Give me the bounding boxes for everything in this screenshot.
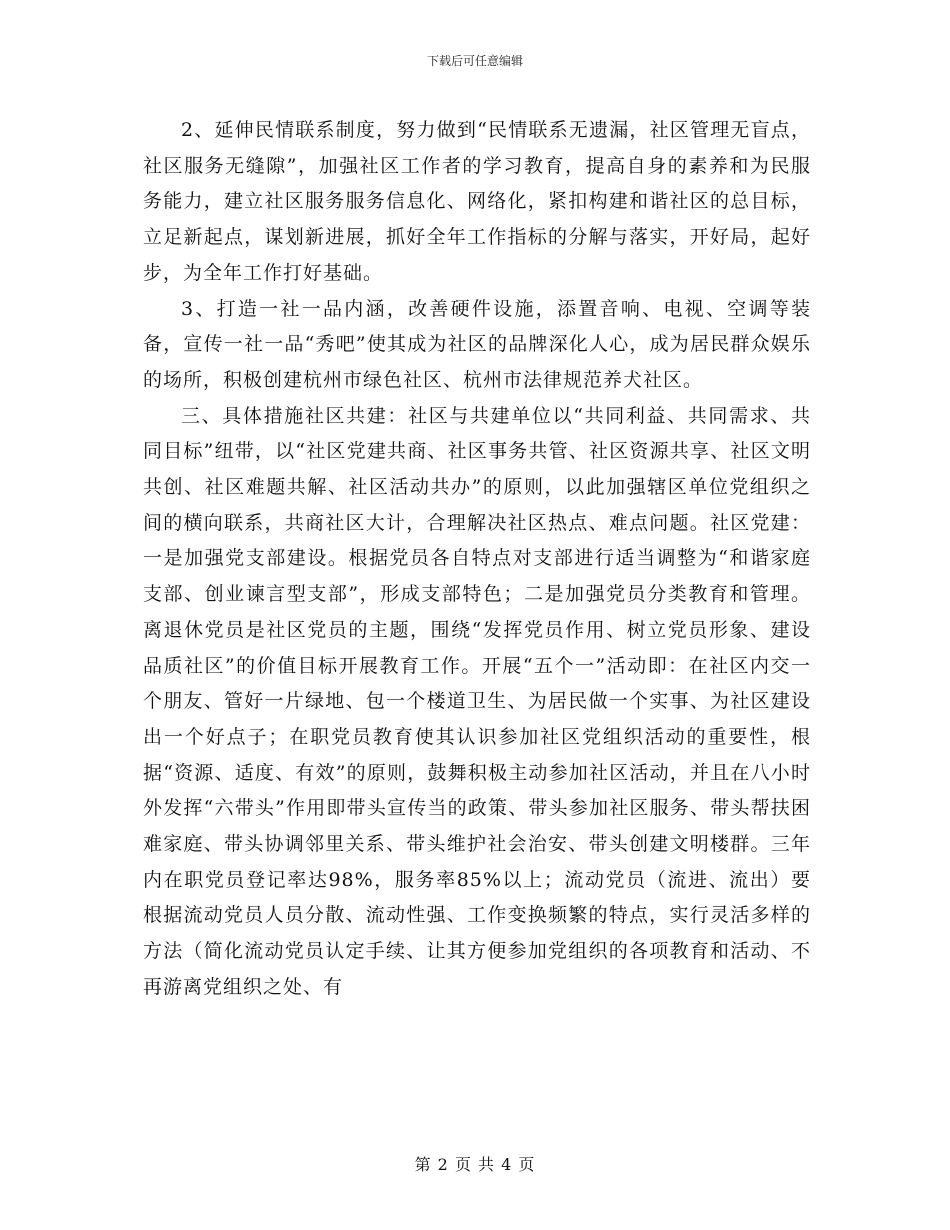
paragraph-3: 三、具体措施社区共建：社区与共建单位以“共同利益、共同需求、共同目标”纽带，以“社区党建共商、社区事务共管、社区资源共享、社区文明共创、社区难题共解、社区活动共办”的原则，以此加强辖区单位党组织之间的横向联系，共商社区大计，合理解决社区热点、难点问题。社区党建：一是加强党支部建设。根据党员各自特点对支部进行适当调整为“和谐家庭支部、创业谏言型支部”，形成支部特色；二是加强党员分类教育和管理。离退休党员是社区党员的主题，围绕“发挥党员作用、树立党员形象、建设品质社区”的价值目标开展教育工作。开展“五个一”活动即：在社区内交一个朋友、管好一片绿地、包一个楼道卫生、为居民做一个实事、为社区建设出一个好点子；在职党员教育使其认识参加社区党组织活动的重要性，根据“资源、适度、有效”的原则，鼓舞积极主动参加社区活动，并且在八小时外发挥“六带头”作用即带头宣传当的政策、带头参加社区服务、带头帮扶困难家庭、带头协调邻里关系、带头维护社会治安、带头创建文明楼群。三年内在职党员登记率达98%，服务率85%以上；流动党员（流进、流出）要根据流动党员人员分散、流动性强、工作变换频繁的特点，实行灵活多样的方法（简化流动党员认定手续、让其方便参加党组织的各项教育和活动、不再游离党组织之处、有	[143, 404, 811, 998]
document-body	[143, 113, 811, 1006]
page-header-note: 下载后可任意编辑	[426, 54, 523, 68]
paragraph-2: 3、打造一社一品内涵，改善硬件设施，添置音响、电视、空调等装备，宣传一社一品“秀吧”使其成为社区的品牌深化人心，成为居民群众娱乐的场所，积极创建杭州市绿色社区、杭州市法律规范养犬社区。	[143, 297, 811, 391]
paragraph-1: 2、延伸民情联系制度，努力做到“民情联系无遗漏，社区管理无盲点，社区服务无缝隙”，加强社区工作者的学习教育，提高自身的素养和为民服务能力，建立社区服务服务信息化、网络化，紧扣构建和谐社区的总目标，立足新起点，谋划新进展，抓好全年工作指标的分解与落实，开好局，起好步，为全年工作打好基础。	[143, 119, 811, 284]
page-number-footer: 第 2 页 共 4 页	[414, 1155, 536, 1174]
